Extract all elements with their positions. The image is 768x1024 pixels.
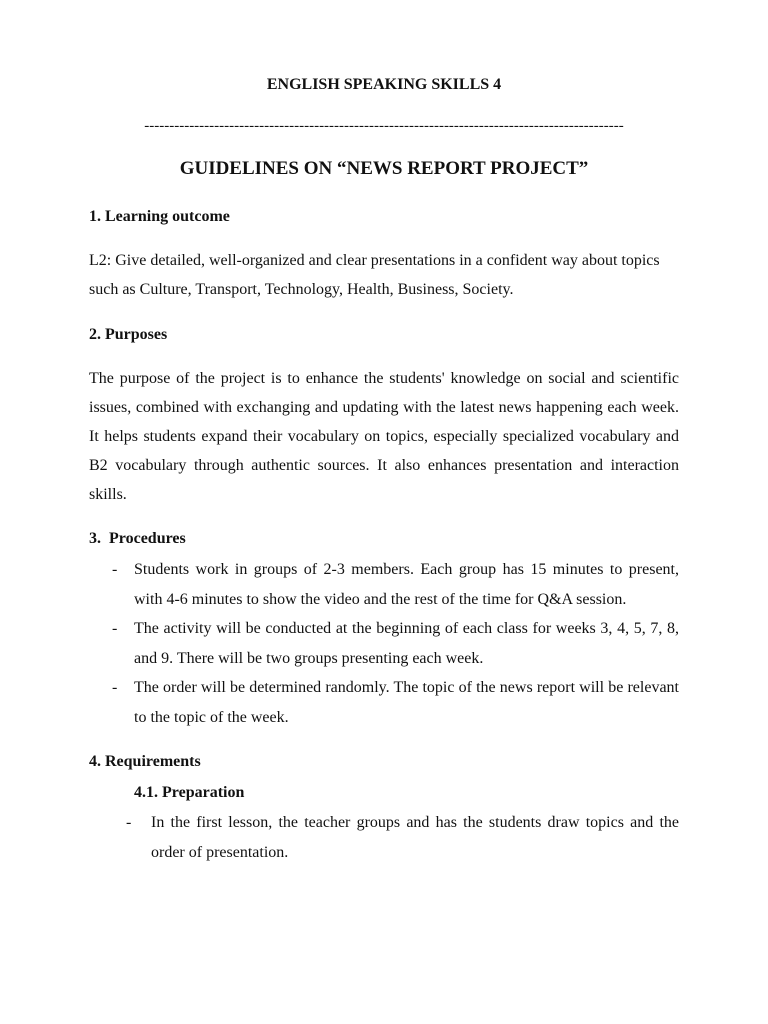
- procedure-item-text: Students work in groups of 2-3 members. Each group has 15 minutes to present, with 4-6 minutes to show the video and the rest of the time for Q&A session.: [134, 561, 679, 608]
- bullet-dash: -: [112, 561, 118, 578]
- preparation-subheading: 4.1. Preparation: [134, 784, 245, 801]
- preparation-item-text: In the first lesson, the teacher groups and has the students draw topics and the order of presentation.: [151, 814, 679, 861]
- divider-line: ------------------------------------------------------------------------------------------------: [144, 118, 624, 134]
- procedure-item-text: The activity will be conducted at the beginning of each class for weeks 3, 4, 5, 7, 8, and 9. There will be two groups presenting each week.: [134, 620, 679, 667]
- document-title: GUIDELINES ON “NEWS REPORT PROJECT”: [179, 158, 589, 179]
- purposes-text: The purpose of the project is to enhance the students' knowledge on social and scientific issues, combined with exchanging and updating with the latest news happening each week. It helps students expand their vocabulary on topics, especially specialized vocabulary and B2 vocabulary through authentic sources. It also enhances presentation and interaction skills.: [89, 370, 679, 503]
- bullet-dash: -: [112, 679, 118, 696]
- learning-outcome-heading: 1. Learning outcome: [89, 208, 230, 225]
- course-title: ENGLISH SPEAKING SKILLS 4: [266, 76, 502, 93]
- requirements-heading: 4. Requirements: [89, 753, 201, 770]
- bullet-dash: -: [126, 814, 132, 831]
- purposes-heading: 2. Purposes: [89, 326, 168, 343]
- bullet-dash: -: [112, 620, 118, 637]
- learning-outcome-text: L2: Give detailed, well-organized and clear presentations in a confident way about topics such as Culture, Transport, Technology, Health, Business, Society.: [89, 252, 660, 298]
- procedure-item-text: The order will be determined randomly. The topic of the news report will be relevant to the topic of the week.: [134, 679, 679, 726]
- procedures-heading: 3. Procedures: [89, 530, 186, 547]
